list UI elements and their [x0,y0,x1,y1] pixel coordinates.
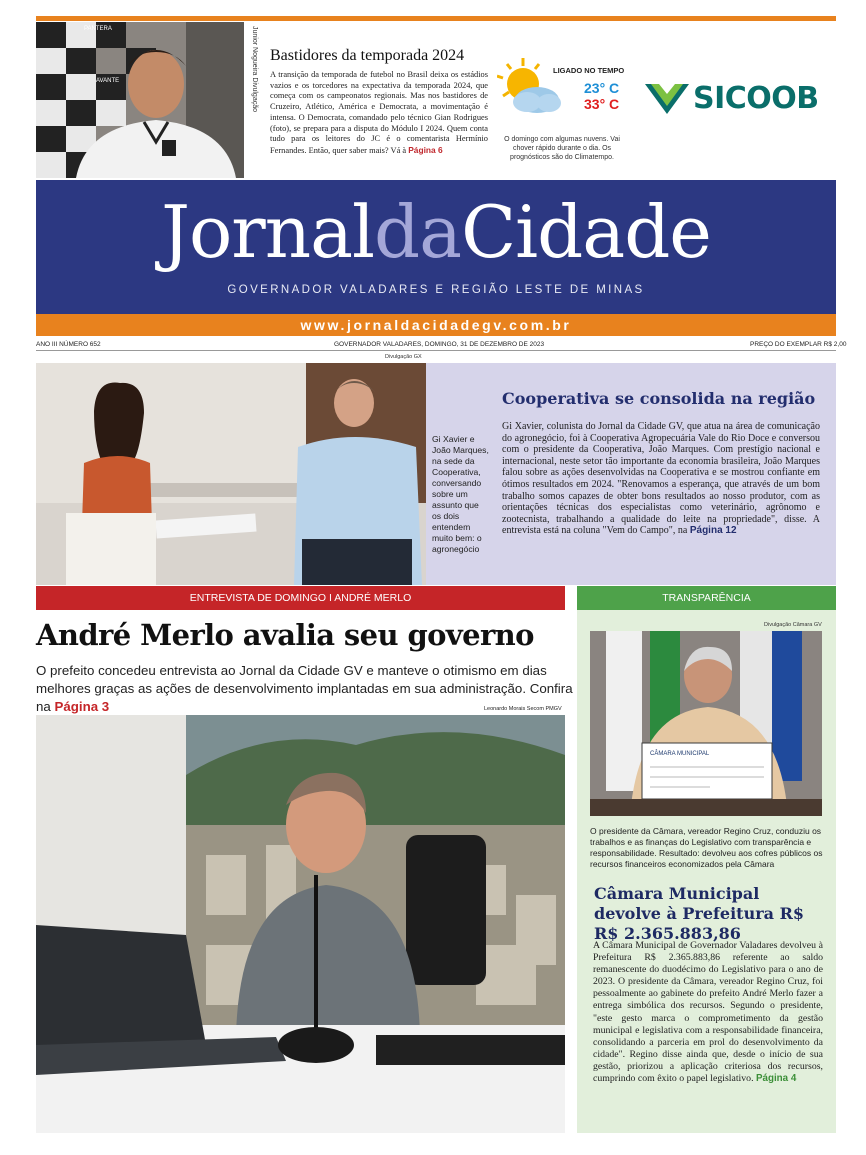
coop-page-link[interactable]: Página 12 [689,525,737,537]
camara-photo-credit: Divulgação Câmara GV [764,622,822,628]
coop-body [502,421,820,537]
coop-photo [36,363,426,585]
sponsor-logo-icon [645,80,689,116]
info-divider [36,350,836,351]
edition-place-date: GOVERNADOR VALADARES, DOMINGO, 31 DE DEZEMBRO DE 2023 [334,341,545,348]
edition-number: ANO III NÚMERO 652 [36,341,101,348]
camara-photo [590,631,822,816]
website-link[interactable]: www.jornaldacidadegv.com.br [36,314,836,336]
section-label-interview: ENTREVISTA DE DOMINGO I ANDRÉ MERLO [36,586,565,610]
teaser-photo [36,22,244,178]
section-label-transparency: TRANSPARÊNCIA [577,586,836,610]
jersey-word-pantera: PANTERA [84,26,112,32]
main-standfirst-text: O prefeito concedeu entrevista ao Jornal da Cidade GV e manteve o otimismo em dias melhores graças as ações de desenvolvimento implantadas em sua administração. Confira na [36,663,573,714]
title-part-jornal: Jornal [161,190,375,274]
teaser-page-link[interactable]: Página 6 [408,144,443,155]
weather-forecast: O domingo com algumas nuvens. Vai chover rápido durante o dia. Os prognósticos são do Climatempo. [504,136,620,161]
coop-body-text: Gi Xavier, colunista do Jornal da Cidade GV, que atua na área de comunicação do agronegócio, foi à Cooperativa Agropecuária Vale do Rio Doce e conversou com o presidente da Cooperativa, João Marques. Com prestígio nacional e internacional, neste setor tão importante da economia brasileira, João Marques falou sobre as ações desenvolvidas na Cooperativa e se mostrou confiante em ótimos resultados em 2024. "Renovamos a esperança, que através de um bom trabalho somos capazes de obter bons resultados ao nosso produtor, com as orientações técnicas dos especialistas como veterinário, agrônomo e zootecnista, trabalhando a qualidade do leite na propriedade", disse. A entrevista está na coluna "Vem do Campo", na [502,421,820,537]
top-rule [36,16,836,21]
teaser-photo-credit: Junior Nogueira Divulgação [251,26,258,112]
title-part-cidade: Cidade [461,190,711,274]
temperature-max: 33° C [584,96,620,112]
camara-body-text: A Câmara Municipal de Governador Valadares devolveu à Prefeitura R$ 2.365.883,86 referente ao saldo remanescente do duodécimo do Legislativo para o ano de 2023. O presidente da Câmara, vereador Regino Cruz, foi pessoalmente ao gabinete do prefeito André Merlo fazer a entrega simbólica dos recursos. Segundo o presidente, "este gesto marca o comprometimento da gestão municipal e legislativa com a responsabilidade financeira, consolidando a parceria em prol do desenvolvimento da cidade". Regino disse ainda que, desde o início de sua gestão, priorizou a aplicação criteriosa dos recursos, cumprindo com êxito o papel legislativo. [593,940,823,1085]
check-heading: CÂMARA MUNICIPAL [650,751,710,757]
main-photo [36,715,565,1133]
camara-page-link[interactable]: Página 4 [755,1073,797,1085]
teaser-body-text: A transição da temporada de futebol no Brasil deixa os estádios vazios e os torcedores na expectativa da temporada 2024, que começa com os campeonatos regionais. Mas nos bastidores de Cruzeiro, Atlético, América e Democrata, a movimentação é intensa. O Democrata, comandado pelo técnico Gian Rodrigues (foto), se prepara para a disputa do Módulo I 2024. Quem conta tudo para os leitores do JC é o comentarista Hermínio Fernandes. Então, quer saber mais? Vá à [270,70,488,155]
coop-headline[interactable]: Cooperativa se consolida na região [502,389,816,408]
sponsor-logo[interactable] [645,78,840,118]
jersey-word-avante: AVANTE [96,78,120,84]
camara-photo-caption: O presidente da Câmara, vereador Regino Cruz, conduziu os trabalhos e as finanças do Legislativo com transparência e responsabilidade. Resultado: devolveu aos cofres públicos os recursos financeiros economizados pela Câmara [590,826,823,869]
newspaper-subtitle: GOVERNADOR VALADARES E REGIÃO LESTE DE MINAS [227,284,645,296]
edition-price: PREÇO DO EXEMPLAR R$ 2,00 [750,341,847,348]
coop-photo-credit: Divulgação GX [385,354,422,360]
newspaper-title[interactable] [36,190,836,274]
camara-headline[interactable]: Câmara Municipal devolve à Prefeitura R$ R$ 2.365.883,86 [594,884,804,943]
main-headline[interactable]: André Merlo avalia seu governo [36,618,534,652]
temperature-min: 23° C [584,80,620,96]
sponsor-name: SICOOB [693,80,819,116]
teaser-headline[interactable]: Bastidores da temporada 2024 [270,47,465,64]
camara-body [593,940,823,1085]
coop-photo-caption: Gi Xavier e João Marques, na sede da Cooperativa, conversando sobre um assunto que os dois entendem muito bem: o agronegócio [432,434,489,554]
main-page-link[interactable]: Página 3 [54,699,110,714]
main-photo-credit: Leonardo Morais Secom PMGV [484,706,562,712]
weather-label: LIGADO NO TEMPO [553,66,625,75]
teaser-body [270,70,488,157]
title-part-da: da [374,190,462,274]
